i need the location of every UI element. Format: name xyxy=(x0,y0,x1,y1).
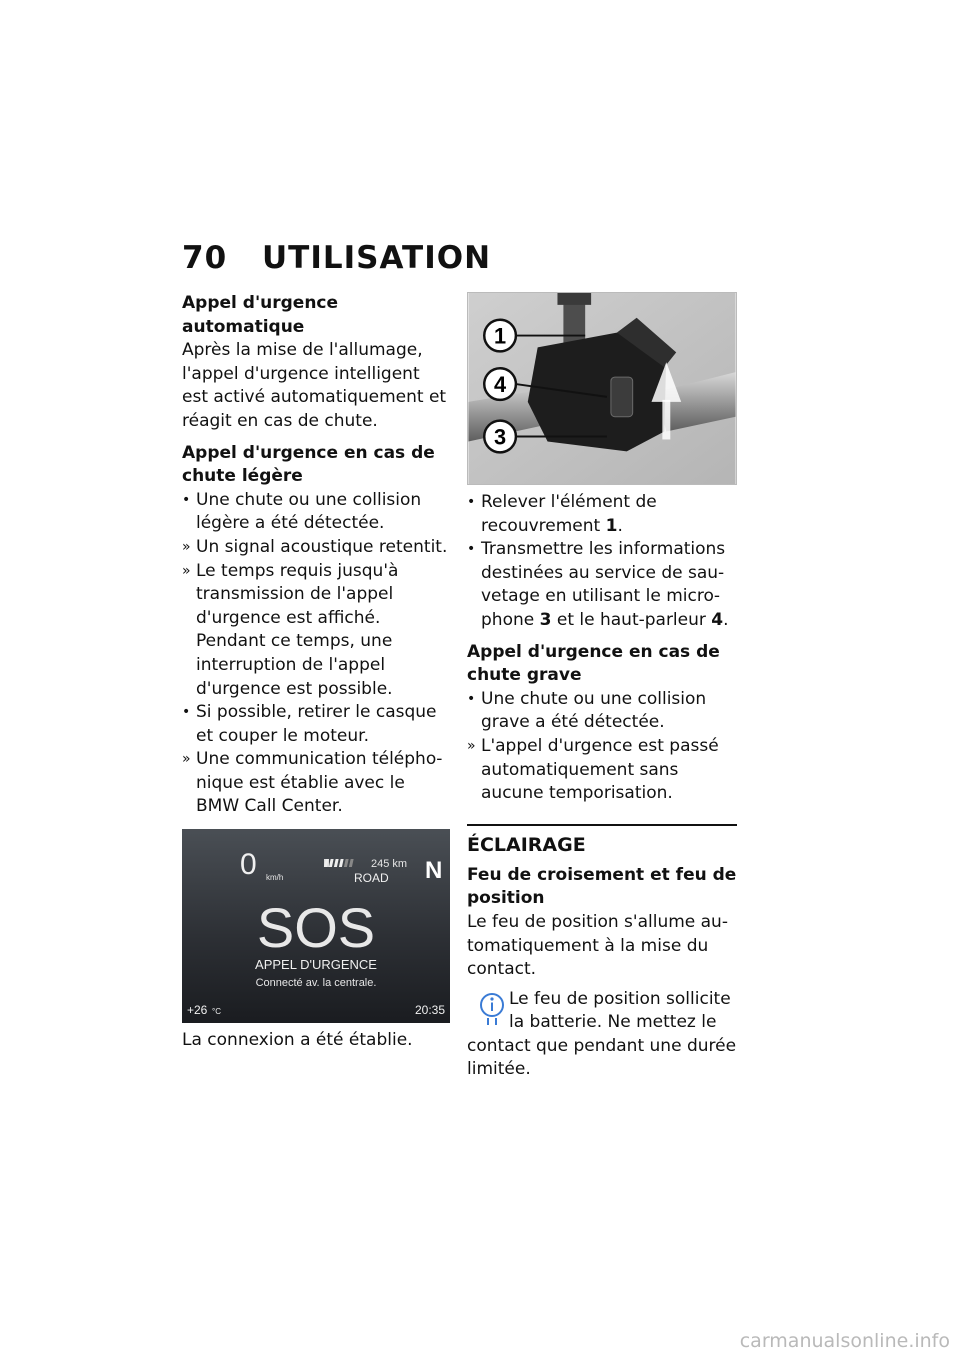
info-icon xyxy=(479,992,505,1028)
section-divider xyxy=(467,824,737,826)
page-number: 70 xyxy=(182,240,228,276)
bullet-marker: • xyxy=(467,494,476,510)
tft-display-sos-figure xyxy=(182,829,450,1023)
bullet-marker: • xyxy=(182,491,191,508)
bullet-marker: • xyxy=(182,704,191,721)
page-title: UTILISATION xyxy=(262,240,492,276)
page-header xyxy=(182,240,491,276)
heading-light-fall: Appel d'urgence en cas de chute légère xyxy=(182,442,435,487)
list-item xyxy=(182,748,450,819)
result-marker: » xyxy=(467,737,476,754)
list-severe-fall xyxy=(467,688,737,806)
bullet-marker: • xyxy=(467,690,476,707)
list-item-text: Un signal acoustique retentit. xyxy=(196,536,448,557)
list-item xyxy=(182,560,450,702)
info-note xyxy=(467,988,737,1082)
result-marker: » xyxy=(182,538,191,555)
list-item xyxy=(467,491,737,538)
list-item xyxy=(467,735,737,806)
list-item xyxy=(467,538,737,632)
section-title-lighting: ÉCLAIRAGE xyxy=(467,833,586,856)
list-steps xyxy=(467,491,737,633)
dash-temperature: +26 xyxy=(187,1003,208,1018)
list-item-text: Une chute ou une collision légère a été détectée. xyxy=(196,489,422,534)
ref-number: 4 xyxy=(711,609,724,630)
note-line: contact que pendant une durée limitée. xyxy=(467,1035,737,1080)
ref-number: 3 xyxy=(539,609,552,630)
ref-number: 1 xyxy=(605,515,618,536)
list-item-text: Relever l'élément de recouvrement xyxy=(481,492,657,536)
list-item-text: Une communication téléphonique est établie avec le BMW Call Center. xyxy=(196,749,443,817)
dash-temperature-unit: °C xyxy=(212,1007,221,1017)
heading-low-beam: Feu de croisement et feu de position xyxy=(467,864,737,909)
heading-auto-emergency-call: Appel d'urgence automatique xyxy=(182,293,339,337)
paragraph-auto-call: Après la mise de l'allumage, l'appel d'urgence intelligent est activé automatiquement et réagit en cas de chute. xyxy=(182,340,447,431)
result-marker: » xyxy=(182,562,191,579)
dash-message-text: Connecté av. la centrale. xyxy=(255,977,377,990)
list-item-text: L'appel d'urgence est passé automatiquement sans aucune temporisation. xyxy=(481,735,719,804)
result-marker: » xyxy=(182,751,191,768)
left-column xyxy=(182,292,450,1053)
bullet-marker: • xyxy=(467,541,476,558)
watermark-text: carmanualsonline.info xyxy=(739,1330,950,1352)
list-item-text: Une chute ou une collision grave a été détectée. xyxy=(481,688,707,733)
dash-message-title: APPEL D'URGENCE xyxy=(255,957,377,973)
heading-severe-fall: Appel d'urgence en cas de chute grave xyxy=(467,641,720,686)
dash-speed: 0 xyxy=(240,848,257,882)
list-light-fall xyxy=(182,489,450,819)
handlebar-switch-photo xyxy=(467,292,737,485)
right-column xyxy=(467,292,737,1082)
dash-sos: SOS xyxy=(256,896,376,960)
list-item-text: Le temps requis jusqu'à transmission de l'appel d'urgence est affiché. Pendant ce temps, une interruption de l'appel d'urgence est possible. xyxy=(196,560,399,699)
callout-label-1: 1 xyxy=(494,323,507,349)
dash-riding-mode: ROAD xyxy=(354,871,389,886)
callout-label-3: 3 xyxy=(494,424,507,450)
list-item-text: . xyxy=(617,515,623,536)
list-item-text: et le haut-parleur xyxy=(551,609,712,630)
dash-clock: 20:35 xyxy=(414,1003,445,1018)
list-item xyxy=(182,536,450,560)
figure-caption: La connexion a été établie. xyxy=(182,1030,413,1051)
callout-label-4: 4 xyxy=(494,371,507,397)
note-line: Le feu de position sollicite xyxy=(509,988,731,1009)
dash-range: 245 km xyxy=(371,858,408,871)
list-item-text: Transmettre les informations destinées au service de sauvetage en utilisant le microphone xyxy=(481,539,726,630)
list-item xyxy=(182,701,450,748)
dash-speed-unit: km/h xyxy=(266,873,284,883)
paragraph-position-light: Le feu de position s'allume automatiquement à la mise du contact. xyxy=(467,911,728,980)
list-item-text: Si possible, retirer le casque et couper le moteur. xyxy=(196,702,437,746)
list-item xyxy=(182,489,450,536)
list-item xyxy=(467,688,737,735)
list-item-text: . xyxy=(723,609,729,630)
dash-gear: N xyxy=(425,857,443,885)
note-line: la batterie. Ne mettez le xyxy=(509,1012,717,1033)
